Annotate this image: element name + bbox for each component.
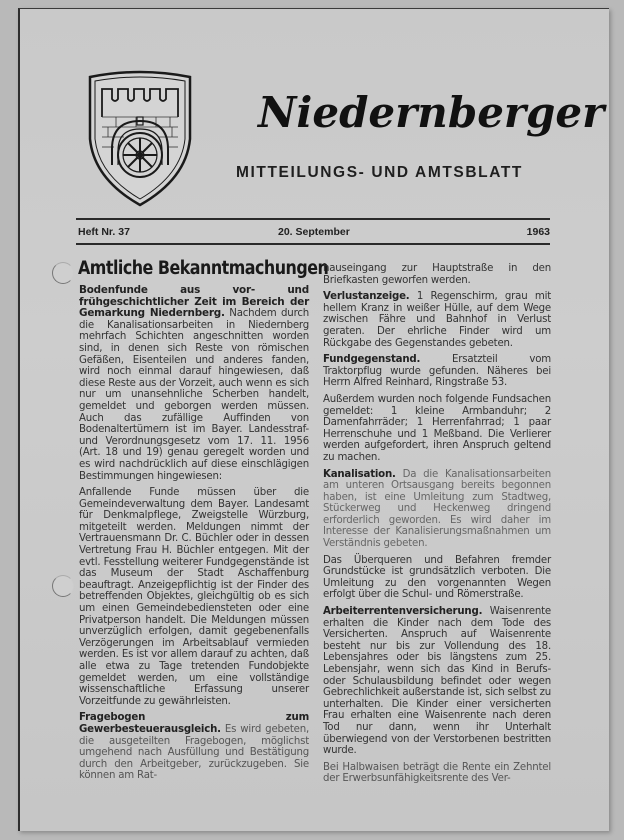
notice-text: Da die Kanalisationsarbeiten am unteren Ortsausgang bereits begonnen haben, ist eine Umleitung zum Stadtweg, Stückerweg und Heckenweg dringend erforderlich geworden. Es wird daher im Interesse der Kanalisierungsmaßnahmen um Verständnis gebeten.	[323, 468, 551, 550]
notice-lead: Verlustanzeige.	[323, 291, 410, 303]
notice-text: Bei Halbwaisen beträgt die Rente ein Zehntel der Erwerbsunfähigkeitsrente des Ver-	[323, 761, 551, 785]
notice-text: 1 Regenschirm, grau mit hellem Kranz in weißer Hülle, auf dem Wege zwischen Fähre und Bahnhof in Verlust geraten. Der ehrliche Finder wird um Rückgabe des Gegenstandes gebeten.	[323, 291, 551, 349]
masthead-subtitle: MITTEILUNGS- UND AMTSBLATT	[236, 164, 523, 181]
notice-paragraph	[323, 469, 551, 550]
notice-paragraph	[323, 291, 551, 349]
notice-paragraph	[323, 606, 551, 757]
notice-paragraph	[323, 354, 551, 389]
left-column	[79, 285, 309, 787]
notice-lead: Kanalisation.	[323, 468, 396, 480]
notice-text: Das Überqueren und Befahren fremder Grundstücke ist grundsätzlich verboten. Die Umleitung zu den vorgenannten Wegen erfolgt über die Schul- und Römerstraße.	[323, 554, 551, 601]
notice-text: Nachdem durch die Kanalisationsarbeiten in Niedernberg mehrfach Schichten angeschnitten worden sind, in denen sich Reste von römischen Gefäßen, Eisenteilen und anderes fanden, wird noch einmal darauf hingewiesen, daß diese Reste aus der Vorzeit, auch wenn es sich nur um unansehnliche Scherben handelt, gemeldet und geborgen werden müssen. Auch das zufällige Auffinden von Bodenaltertümern ist im Bayer. Landesstraf- und Verordnungsgesetz vom 17. 11. 1956 (Art. 18 und 19) genau geregelt worden und es wird nachdrücklich auf diese einschlägigen Bestimmungen hingewiesen:	[79, 308, 309, 482]
notice-text: Außerdem wurden noch folgende Fundsachen gemeldet: 1 kleine Armbanduhr; 2 Damenfahrräder; 1 Herrenfahrrad; 1 paar Herrenschuhe und 1 Meßband. Die Verlierer werden aufgefordert, ihren Anspruch geltend zu machen.	[323, 393, 551, 463]
notice-text: Es wird gebeten, die ausgeteilten Fragebogen, möglichst umgehend nach Ausfüllung und Bestätigung durch den Arbeitgeber, zurückzugeben. Sie können am Rat-	[79, 723, 309, 782]
issue-number: Heft Nr. 37	[78, 226, 130, 238]
notice-lead: Bodenfunde aus vor- und frühgeschichtlicher Zeit im Bereich der Gemarkung Niedernberg.	[79, 284, 309, 320]
masthead-title: Niedernberger	[258, 88, 605, 137]
issue-info-row	[78, 226, 550, 238]
notice-text: Waisenrente erhalten die Kinder nach dem Tode des Versicherten. Anspruch auf Waisenrente besteht nur bis zur Vollendung des 18. Lebensjahres oder bis längstens zum 25. Lebensjahr, wenn sich das Kind in Berufs- oder Schulausbildung befindet oder wegen Gebrechlichkeit außerstande ist, sich selbst zu unterhalten. Die Kinder einer versicherten Frau erhalten eine Waisenrente nach deren Tod nur dann, wenn ihr Unterhalt überwiegend von der Verstorbenen bestritten wurde.	[323, 606, 551, 757]
issue-date: 20. September	[278, 226, 350, 238]
issue-year: 1963	[526, 226, 550, 238]
notice-paragraph	[79, 712, 309, 782]
notice-lead: Fundgegenstand.	[323, 354, 421, 366]
right-column	[323, 263, 551, 790]
notice-text: Ersatzteil vom Traktorpflug wurde gefunden. Näheres bei Herrn Alfred Reinhard, Ringstraße 53.	[323, 354, 551, 389]
notice-paragraph	[323, 555, 551, 601]
punch-hole	[52, 262, 74, 284]
notice-paragraph	[323, 394, 551, 464]
divider-rule	[76, 218, 550, 220]
notice-lead: Fragebogen zum Gewerbesteuerausgleich.	[79, 712, 309, 735]
coat-of-arms-icon	[86, 69, 194, 207]
notice-paragraph	[79, 285, 309, 482]
notice-text: Anfallende Funde müssen über die Gemeindeverwaltung dem Bayer. Landesamt für Denkmalpflege, Zweigstelle Würzburg, mitgeteilt werden. Meldungen nimmt der Vertrauensmann Dr. C. Büchler oder in dessen Vertretung Frau H. Büchler entgegen. Mit der evtl. Fesstellung weiterer Fundgegenstände ist das Museum der Stadt Aschaffenburg beauftragt. Anzeigepflichtig ist der Finder des betreffenden Objektes, gleichgültig ob es sich um einen Gemeindebediensteten oder eine Privatperson handelt. Die Meldungen müssen unverzüglich erfolgen, damit gegebenenfalls Verzögerungen im Arbeitsablauf vermieden werden. Es ist vor allem darauf zu achten, daß alle etwa zu Tage tretenden Fundobjekte gemeldet werden, um eine vollständige wissenschaftliche Erfassung unserer Vorzeitfunde zu gewährleisten.	[79, 487, 309, 707]
notice-paragraph	[323, 263, 551, 286]
notice-paragraph	[323, 762, 551, 785]
divider-rule	[76, 243, 550, 245]
notice-lead: Arbeiterrentenversicherung.	[323, 606, 483, 618]
notice-paragraph	[79, 487, 309, 707]
notice-text: hauseingang zur Hauptstraße in den Briefkasten geworfen werden.	[323, 263, 551, 286]
section-heading: Amtliche Bekanntmachungen	[78, 258, 329, 279]
punch-hole	[52, 575, 74, 597]
